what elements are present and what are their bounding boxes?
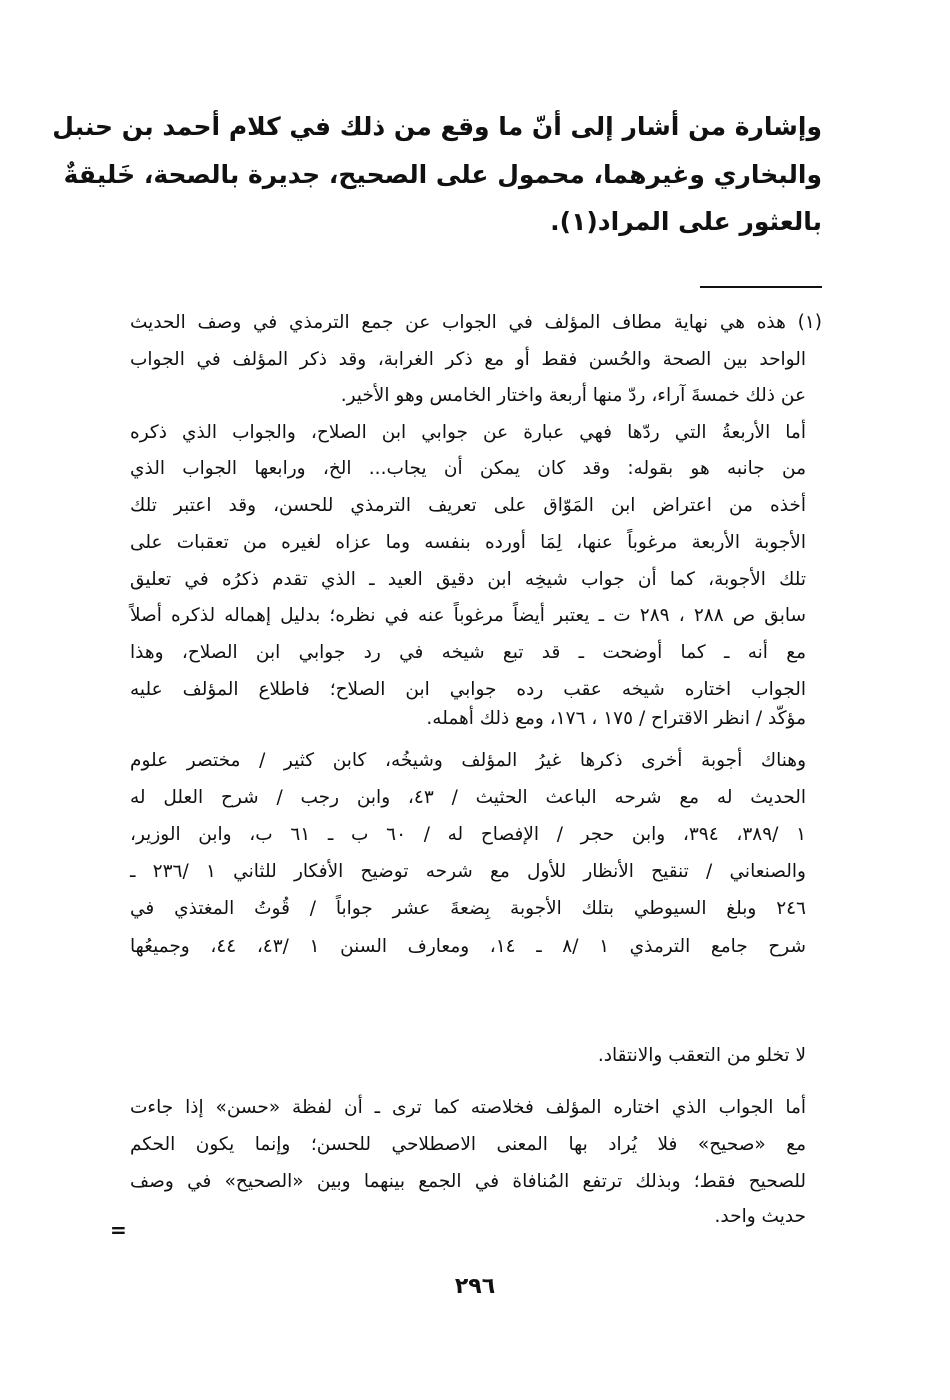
footnote-line: حديث واحد. [714,1206,806,1227]
footnote-line: تلك الأجوبة، كما أن جواب شيخِه ابن دقيق العيد ـ الذي تقدم ذكرُه في تعليق [130,569,806,590]
main-line: والبخاري وغيرهما، محمول على الصحيح، جديرة بالصحة، خَليقةٌ [63,160,822,189]
footnote-divider [700,286,822,288]
footnote-line: الواحد بين الصحة والحُسن فقط أو مع ذكر الغرابة، وقد ذكر المؤلف في الجواب [130,349,806,370]
footnote-line: الجواب اختاره شيخه عقب رده جوابي ابن الصلاح؛ فاطلاع المؤلف عليه [130,679,806,700]
main-line: وإشارة من أشار إلى أنّ ما وقع من ذلك في كلام أحمد بن حنبل [52,112,822,141]
footnote-line: أما الجواب الذي اختاره المؤلف فخلاصته كما ترى ـ أن لفظة «حسن» إذا جاءت [130,1097,806,1118]
footnote-line: من جانبه هو بقوله: وقد كان يمكن أن يجاب... الخ، ورابعها الجواب الذي [130,458,806,479]
page-number: ٢٩٦ [454,1274,496,1299]
footnote-line: ٢٤٦ وبلغ السيوطي بتلك الأجوبة بِضعةَ عشر جواباً / قُوتُ المغتذي في [130,898,806,919]
footnote-line: مع أنه ـ كما أوضحت ـ قد تبع شيخه في رد جوابي ابن الصلاح، وهذا [130,642,806,663]
footnote-line: شرح جامع الترمذي ١ /٨ ـ ١٤، ومعارف السنن ١ /٤٣، ٤٤، وجميعُها [130,936,807,957]
footnote-line: مؤكّد / انظر الاقتراح / ١٧٥ ، ١٧٦، ومع ذلك أهمله. [426,708,806,729]
footnote-line: (١) هذه هي نهاية مطاف المؤلف في الجواب عن جمع الترمذي في وصف الحديث [130,312,822,333]
footnote-line: والصنعاني / تنقيح الأنظار للأول مع شرحه توضيح الأفكار للثاني ١ /٢٣٦ ـ [130,861,806,882]
footnote-line: مع «صحيح» فلا يُراد بها المعنى الاصطلاحي للحسن؛ وإنما يكون الحكم [130,1134,806,1155]
continuation-mark: = [110,1218,127,1242]
footnote-line: عن ذلك خمسةَ آراء، ردّ منها أربعة واختار الخامس وهو الأخير. [340,385,806,406]
footnote-line: سابق ص ٢٨٨ ، ٢٨٩ ت ـ يعتبر أيضاً مرغوباً عنه في نظره؛ بدليل إهماله لذكره أصلاً [130,605,806,626]
footnote-line: للصحيح فقط؛ وبذلك ترتفع المُنافاة في الجمع بينهما وبين «الصحيح» في وصف [130,1171,806,1192]
footnote-line: وهناك أجوبة أخرى ذكرها غيرُ المؤلف وشيخُه، كابن كثير / مختصر علوم [130,750,806,771]
footnote-line: أخذه من اعتراض ابن المَوّاق على تعريف الترمذي للحسن، وقد اعتبر تلك [130,495,806,516]
footnote-line: ١ /٣٨٩، ٣٩٤، وابن حجر / الإفصاح له / ٦٠ ب ـ ٦١ ب، وابن الوزير، [130,824,807,845]
main-line: بالعثور على المراد(١). [550,207,822,236]
footnote-line: الحديث له مع شرحه الباعث الحثيث / ٤٣، وابن رجب / شرح العلل له [130,787,806,808]
footnote-line: لا تخلو من التعقب والانتقاد. [597,1045,806,1066]
footnote-line: الأجوبة الأربعة مرغوباً عنها، لِمَا أورده بنفسه وما عزاه لغيره من تعقبات على [130,532,806,553]
footnote-line: أما الأربعةُ التي ردّها فهي عبارة عن جوابي ابن الصلاح، والجواب الذي ذكره [130,422,806,443]
